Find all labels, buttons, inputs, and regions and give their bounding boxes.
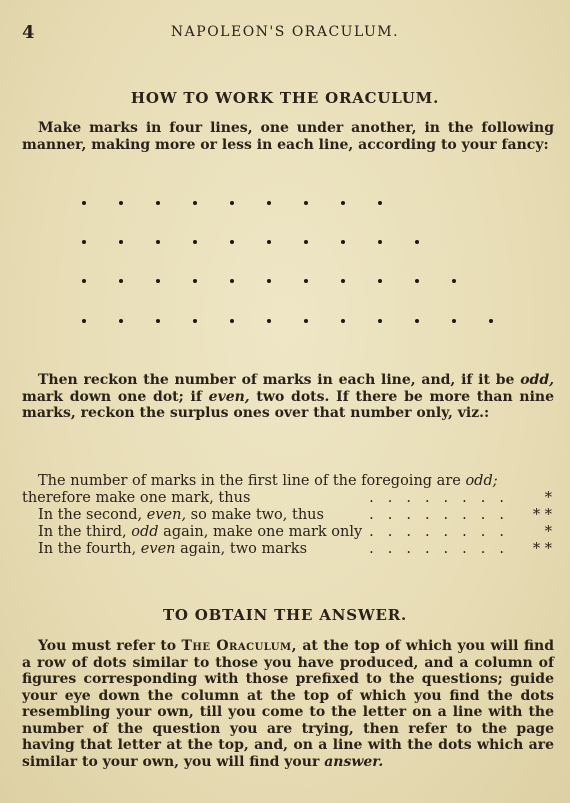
mark-dot [82,201,86,205]
mark-dot [230,279,234,283]
mark-dot [119,319,123,323]
mark-dot [304,201,308,205]
tally-line-1-text: The number of marks in the first line of the foregoing are [38,473,466,489]
leader-dots: ........ [369,507,518,523]
tally-line-5 [22,541,552,558]
tally-line-3 [22,507,552,524]
mark-dot [267,279,271,283]
mark-dot [304,279,308,283]
mark-dot [119,240,123,244]
intro-text: Make marks in four lines, one under another, in the following manner, making more or less in each line, according to your fancy: [22,120,554,153]
tally-line-4-odd: odd [131,524,159,540]
leader-dots: ........ [369,490,518,506]
mark-dot [156,240,160,244]
mark-dot [378,279,382,283]
reckon-even: even, [208,388,250,405]
reckon-text-a: Then reckon the number of marks in each line, and, if it be [38,372,521,388]
answer-word: answer. [324,753,384,770]
reckon-text-c: two dots. If there be more than nine marks, reckon the surplus ones over that number only, viz.: [22,388,554,421]
mark-dot [156,319,160,323]
mark-dot [304,319,308,323]
tally-line-3-even: even, [146,507,187,523]
mark-dot [156,201,160,205]
oraculum-title: The Oraculum, [181,638,297,654]
mark-dot [193,319,197,323]
tally-line-5-text-a: In the fourth, [38,541,141,557]
mark-dot [82,319,86,323]
tally-mark-1: * [544,490,552,506]
tally-line-3-text-b: so make two, thus [186,507,324,523]
answer-text-a: You must refer to [38,638,182,654]
mark-dot [378,240,382,244]
mark-dot [378,201,382,205]
reckon-text-b: mark down one dot; if [22,388,209,405]
running-head: NAPOLEON'S ORACULUM. [170,24,400,40]
mark-dot [230,240,234,244]
mark-dot [341,319,345,323]
tally-line-4-text-a: In the third, [38,524,132,540]
tally-line-4-text-b: again, make one mark only [158,524,363,540]
page-number: 4 [22,22,35,43]
mark-dot [119,279,123,283]
tally-line-2 [22,490,552,507]
tally-line-1-odd: odd; [465,473,498,489]
mark-dot [452,279,456,283]
leader-dots: ........ [369,541,518,557]
mark-dot [378,319,382,323]
section-heading-how-to-work: HOW TO WORK THE ORACULUM. [130,89,440,107]
mark-dot [415,319,419,323]
answer-paragraph [22,638,554,770]
mark-dot [193,201,197,205]
mark-dot [82,240,86,244]
leader-dots: ........ [369,524,518,540]
mark-dot [267,240,271,244]
tally-line-1 [22,473,552,490]
mark-dot [452,319,456,323]
reckon-odd: odd, [520,372,554,388]
answer-text-b: at the top of which you will find a row of dots similar to those you have produced, and a column of figures corresponding with those prefixed to the questions; guide your eye down the column at the top of which you find the dots resembling your own, till you come to the letter on a line with the number of the question you are trying, then refer to the page having that letter at the top, and, on a line with the dots which are similar to your own, you will find your [22,638,554,770]
tally-line-4 [22,524,552,541]
mark-dot [156,279,160,283]
mark-dot [489,319,493,323]
mark-dot [193,240,197,244]
mark-dot [341,201,345,205]
tally-line-2-text: therefore make one mark, thus [22,490,251,506]
mark-dot [341,279,345,283]
tally-line-3-text-a: In the second, [38,507,147,523]
tally-line-5-text-b: again, two marks [175,541,308,557]
mark-dot [267,201,271,205]
mark-dot [415,240,419,244]
tally-example [22,473,552,558]
section-heading-obtain-answer: TO OBTAIN THE ANSWER. [162,606,408,624]
mark-dot [82,279,86,283]
mark-dot [304,240,308,244]
mark-dot [230,319,234,323]
mark-dot [341,240,345,244]
reckon-paragraph [22,372,554,422]
tally-mark-2: * * [532,507,552,523]
tally-line-5-even: even [140,541,176,557]
mark-dot [415,279,419,283]
mark-dot [230,201,234,205]
mark-dot [267,319,271,323]
tally-mark-4: * * [532,541,552,557]
mark-dot [119,201,123,205]
tally-mark-3: * [544,524,552,540]
mark-dot [193,279,197,283]
